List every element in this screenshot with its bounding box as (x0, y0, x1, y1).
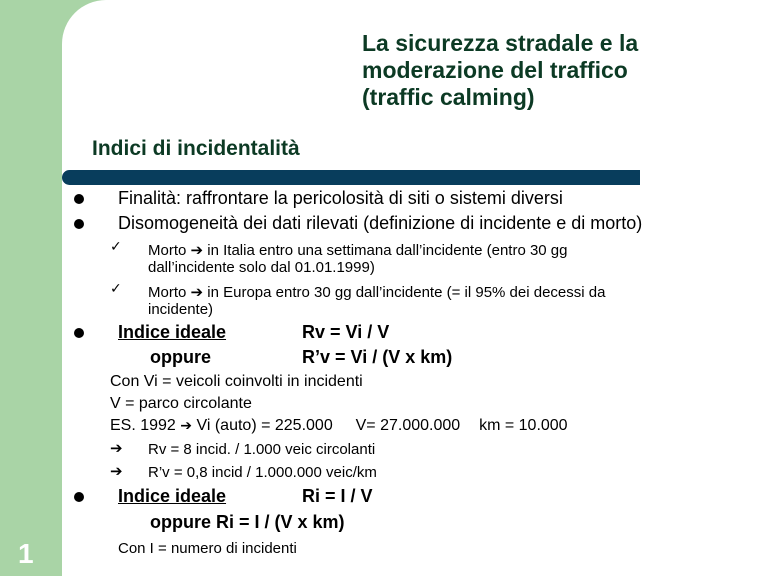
bullet-icon (74, 219, 84, 229)
slide-title: La sicurezza stradale e la moderazione del traffico (traffic calming) (362, 30, 639, 110)
result-rv: Rv = 8 incid. / 1.000 veic circolanti (148, 441, 376, 458)
bullet-text-disomogeneita: Disomogeneità dei dati rilevati (definizione di incidente e di morto) (118, 213, 643, 233)
example-1992: ES. 1992 ➔ Vi (auto) = 225.000 V= 27.000.000 km = 10.000 (110, 417, 568, 434)
right-arrow-icon: ➔ (110, 439, 123, 457)
check-item-europa-cont: incidente) (148, 301, 214, 318)
index-formula: Rv = Vi / V (302, 322, 390, 342)
section-title: Indici di incidentalità (92, 137, 300, 160)
check-item-italia: Morto ➔ in Italia entro una settimana dall’incidente (entro 30 gg (148, 241, 568, 259)
bullet-icon (74, 328, 84, 338)
check-icon: ✓ (110, 281, 122, 297)
index-label: Indice ideale (118, 322, 227, 342)
check-item-europa: Morto ➔ in Europa entro 30 gg dall’incidente (= il 95% dei decessi da (148, 283, 606, 301)
index-label: Indice ideale (118, 486, 227, 506)
check-icon: ✓ (110, 239, 122, 255)
right-arrow-icon: ➔ (180, 418, 193, 434)
background-strip (0, 0, 62, 576)
right-arrow-icon: ➔ (190, 241, 204, 259)
bullet-icon (74, 492, 84, 502)
definition-v: V = parco circolante (110, 395, 252, 412)
index-formula: Ri = I / V (302, 486, 373, 506)
slide-number: 1 (18, 538, 34, 569)
result-rv-km: R’v = 0,8 incid / 1.000.000 veic/km (148, 464, 377, 481)
definition-vi: Con Vi = veicoli coinvolti in incidenti (110, 373, 363, 390)
bullet-text-finalita: Finalità: raffrontare la pericolosità di siti o sistemi diversi (118, 188, 563, 208)
divider-bar (62, 170, 640, 185)
index-alt-formula: R’v = Vi / (V x km) (302, 347, 453, 367)
check-item-italia-cont: dall’incidente solo dal 01.01.1999) (148, 259, 375, 276)
definition-i: Con I = numero di incidenti (118, 540, 297, 557)
index-alt-label: oppure (150, 347, 211, 367)
right-arrow-icon: ➔ (110, 462, 123, 480)
index-alt-formula: oppure Ri = I / (V x km) (150, 512, 345, 532)
bullet-icon (74, 194, 84, 204)
right-arrow-icon: ➔ (190, 283, 204, 301)
